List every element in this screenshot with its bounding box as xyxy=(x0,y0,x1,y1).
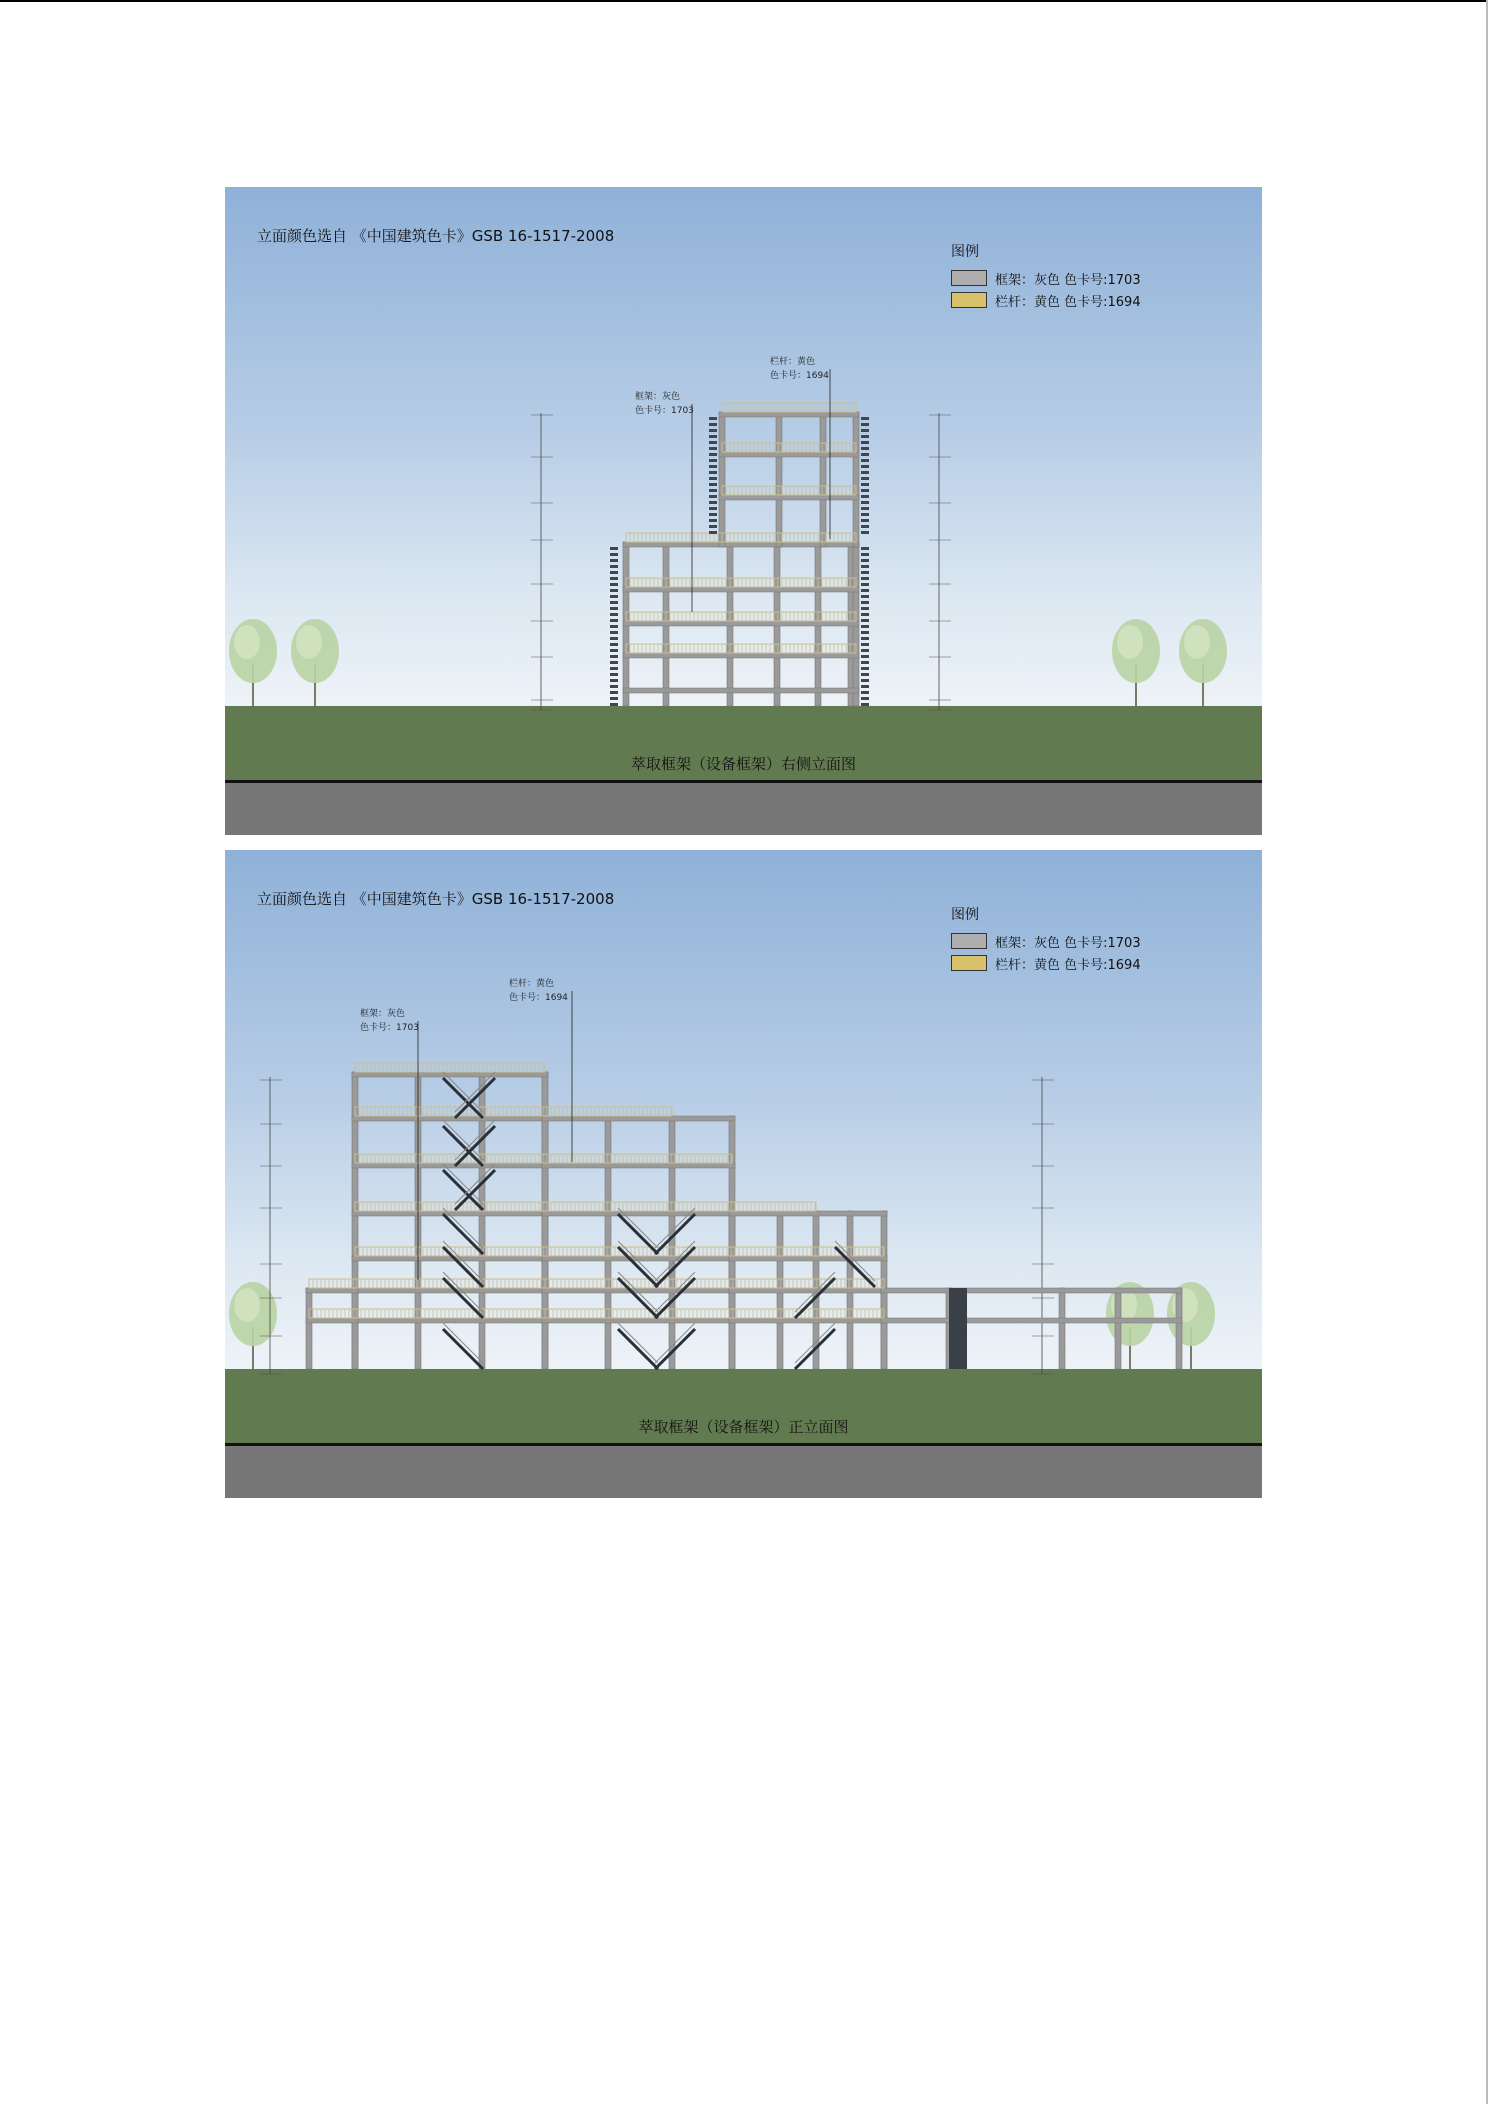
callout-railing xyxy=(509,977,568,1005)
railing-guard xyxy=(309,1279,884,1288)
frame-beam xyxy=(352,1116,548,1121)
frame-color-swatch xyxy=(951,270,987,286)
callout-frame xyxy=(635,390,694,418)
ladder-rung xyxy=(861,441,869,444)
ladder-rung xyxy=(861,697,869,700)
frame-beam xyxy=(542,1211,735,1216)
ladder-rung xyxy=(709,525,717,528)
ladder-rung xyxy=(610,637,618,640)
road-edge-line xyxy=(225,1443,1262,1446)
ladder-rung xyxy=(861,465,869,468)
ladder-rung xyxy=(709,483,717,486)
callout-line: 栏杆：黄色 xyxy=(509,979,555,989)
frame-column xyxy=(1176,1288,1182,1369)
frame-column xyxy=(1115,1288,1121,1369)
ladder-rung xyxy=(861,483,869,486)
ladder-rung xyxy=(610,565,618,568)
callout-frame xyxy=(360,1007,419,1035)
legend-item-label: 栏杆：黄色 色卡号:1694 xyxy=(995,957,1141,973)
stair-handrail xyxy=(455,1164,495,1204)
ladder-rung xyxy=(861,471,869,474)
ladder-rung xyxy=(861,519,869,522)
ladder-rung xyxy=(861,553,869,556)
ladder-rung xyxy=(709,429,717,432)
elevation-panel-front xyxy=(225,850,1262,1498)
ladder-rung xyxy=(610,583,618,586)
road-edge-line xyxy=(225,780,1262,783)
ladder-rung xyxy=(861,417,869,420)
page-top-border xyxy=(0,0,1488,2)
legend-title: 图例 xyxy=(951,244,979,260)
callout-line: 色卡号：1703 xyxy=(360,1023,419,1033)
railing-guard xyxy=(355,1063,545,1072)
elevation-panel-right-side xyxy=(225,187,1262,835)
railing-guard xyxy=(626,578,856,587)
ladder-rung xyxy=(861,565,869,568)
frame-column xyxy=(306,1288,312,1369)
legend-item-railing xyxy=(951,289,1141,311)
ladder-rung xyxy=(861,435,869,438)
ladder-rung xyxy=(861,531,869,534)
legend xyxy=(951,241,1141,311)
frame-beam xyxy=(623,621,859,626)
ladder-rung xyxy=(861,423,869,426)
frame-column xyxy=(719,412,725,547)
railing-color-swatch xyxy=(951,292,987,308)
stair-flight xyxy=(618,1329,658,1369)
frame-beam xyxy=(542,1116,735,1121)
dark-steel-column xyxy=(949,1288,967,1369)
frame-beam xyxy=(352,1288,548,1293)
ladder-rung xyxy=(861,513,869,516)
ladder-rung xyxy=(610,655,618,658)
ladder-rung xyxy=(709,489,717,492)
ladder-rung xyxy=(709,513,717,516)
frame-beam xyxy=(306,1288,358,1293)
frame-beam xyxy=(729,1256,887,1261)
legend-title: 图例 xyxy=(951,907,979,923)
frame-beam xyxy=(719,452,859,457)
frame-beam xyxy=(729,1288,887,1293)
ladder-rung xyxy=(861,625,869,628)
ladder-rung xyxy=(861,667,869,670)
ladder-rung xyxy=(861,619,869,622)
ladder-rung xyxy=(610,667,618,670)
tree-canopy-highlight xyxy=(1117,625,1143,659)
ladder-rung xyxy=(709,501,717,504)
frame-column xyxy=(881,1288,887,1369)
ladder-rung xyxy=(709,423,717,426)
frame-beam xyxy=(306,1318,358,1323)
ladder-rung xyxy=(861,453,869,456)
stair-handrail xyxy=(455,1072,495,1112)
ladder-rung xyxy=(610,631,618,634)
railing-guard xyxy=(626,612,856,621)
callout-line: 色卡号：1694 xyxy=(770,371,829,381)
panel-title: 立面颜色选自 《中国建筑色卡》GSB 16-1517-2008 xyxy=(257,890,615,908)
stair-handrail xyxy=(443,1323,483,1363)
road-strip xyxy=(225,1446,1262,1498)
frame-beam xyxy=(623,653,859,658)
ladder-rung xyxy=(861,673,869,676)
frame-color-swatch xyxy=(951,933,987,949)
ladder-rung xyxy=(861,631,869,634)
railing-guard xyxy=(355,1107,672,1116)
frame-beam xyxy=(542,1163,735,1168)
legend-item-label: 栏杆：黄色 色卡号:1694 xyxy=(995,294,1141,310)
frame-beam xyxy=(881,1318,1182,1323)
panel-title: 立面颜色选自 《中国建筑色卡》GSB 16-1517-2008 xyxy=(257,227,615,245)
ladder-rung xyxy=(610,607,618,610)
ladder-rung xyxy=(709,519,717,522)
ladder-rung xyxy=(610,619,618,622)
ladder-rung xyxy=(610,589,618,592)
callout-line: 栏杆：黄色 xyxy=(770,357,816,367)
frame-beam xyxy=(881,1288,1182,1293)
ladder-rung xyxy=(709,465,717,468)
ladder-rung xyxy=(861,655,869,658)
ladder-rung xyxy=(861,459,869,462)
ladder-rung xyxy=(861,507,869,510)
ladder-rung xyxy=(709,459,717,462)
ladder-rung xyxy=(610,685,618,688)
legend xyxy=(951,904,1141,974)
legend-item-railing xyxy=(951,952,1141,974)
tree-canopy-highlight xyxy=(234,1288,260,1322)
tree-canopy-highlight xyxy=(1184,625,1210,659)
frame-beam xyxy=(623,688,859,693)
callout-line: 框架：灰色 xyxy=(360,1009,406,1019)
ladder-rung xyxy=(861,559,869,562)
callout-line: 框架：灰色 xyxy=(635,392,681,402)
ladder-rung xyxy=(709,441,717,444)
stair-handrail xyxy=(443,1072,483,1112)
ladder-rung xyxy=(709,447,717,450)
ladder-rung xyxy=(709,477,717,480)
ladder-rung xyxy=(861,691,869,694)
ladder-rung xyxy=(610,703,618,706)
ladder-rung xyxy=(861,679,869,682)
drawing-caption: 萃取框架（设备框架）右侧立面图 xyxy=(630,755,856,773)
frame-beam xyxy=(352,1072,548,1077)
frame-column xyxy=(820,412,826,547)
ladder-rung xyxy=(610,625,618,628)
ladder-rung xyxy=(709,417,717,420)
callout-line: 色卡号：1703 xyxy=(635,406,694,416)
ladder-rung xyxy=(610,613,618,616)
frame-beam xyxy=(352,1318,548,1323)
legend-item-frame xyxy=(951,267,1141,289)
ladder-rung xyxy=(610,601,618,604)
ladder-rung xyxy=(610,553,618,556)
legend-item-label: 框架：灰色 色卡号:1703 xyxy=(995,935,1141,951)
ladder-rung xyxy=(861,547,869,550)
ladder-rung xyxy=(861,501,869,504)
frame-beam xyxy=(352,1163,548,1168)
ladder-rung xyxy=(610,547,618,550)
ladder-rung xyxy=(861,447,869,450)
ladder-rung xyxy=(861,571,869,574)
stair-handrail xyxy=(618,1323,658,1363)
ladder-rung xyxy=(610,559,618,562)
callout-railing xyxy=(770,355,829,383)
ladder-rung xyxy=(861,583,869,586)
ladder-rung xyxy=(861,595,869,598)
frame-column xyxy=(853,412,859,547)
stair-flight xyxy=(618,1214,658,1254)
ladder-rung xyxy=(861,685,869,688)
legend-item-frame xyxy=(951,930,1141,952)
tree-canopy-highlight xyxy=(296,625,322,659)
ladder-rung xyxy=(610,649,618,652)
ladder-rung xyxy=(709,435,717,438)
ladder-rung xyxy=(610,691,618,694)
ladder-rung xyxy=(861,601,869,604)
ladder-rung xyxy=(610,571,618,574)
frame-beam xyxy=(719,495,859,500)
ladder-rung xyxy=(709,495,717,498)
frame-beam xyxy=(542,1256,735,1261)
frame-beam xyxy=(719,412,859,417)
ladder-rung xyxy=(709,531,717,534)
ladder-rung xyxy=(610,679,618,682)
frame-beam xyxy=(729,1318,887,1323)
stair-handrail xyxy=(443,1164,483,1204)
callout-line: 色卡号：1694 xyxy=(509,993,568,1003)
ladder-rung xyxy=(861,525,869,528)
stair-flight xyxy=(618,1278,658,1318)
ladder-rung xyxy=(610,643,618,646)
ladder-rung xyxy=(610,577,618,580)
ladder-rung xyxy=(861,577,869,580)
ladder-rung xyxy=(861,613,869,616)
ladder-rung xyxy=(610,697,618,700)
railing-guard xyxy=(626,644,856,653)
stair-flight xyxy=(443,1329,483,1369)
ladder-rung xyxy=(709,453,717,456)
ladder-rung xyxy=(610,595,618,598)
frame-column xyxy=(776,412,782,547)
ladder-rung xyxy=(861,703,869,706)
ladder-rung xyxy=(709,507,717,510)
frame-beam xyxy=(352,1256,548,1261)
ladder-rung xyxy=(861,607,869,610)
railing-color-swatch xyxy=(951,955,987,971)
frame-beam xyxy=(729,1211,887,1216)
legend-item-label: 框架：灰色 色卡号:1703 xyxy=(995,272,1141,288)
ladder-rung xyxy=(610,673,618,676)
stair-flight xyxy=(618,1247,658,1287)
frame-column xyxy=(1059,1288,1065,1369)
ladder-rung xyxy=(861,637,869,640)
ladder-rung xyxy=(861,643,869,646)
frame-column xyxy=(352,1288,358,1369)
frame-beam xyxy=(623,587,859,592)
ladder-rung xyxy=(861,495,869,498)
ladder-rung xyxy=(861,661,869,664)
road-strip xyxy=(225,783,1262,835)
ladder-rung xyxy=(610,661,618,664)
drawing-caption: 萃取框架（设备框架）正立面图 xyxy=(638,1418,849,1436)
ladder-rung xyxy=(861,649,869,652)
ladder-rung xyxy=(861,429,869,432)
ladder-rung xyxy=(861,589,869,592)
tree-canopy-highlight xyxy=(234,625,260,659)
ladder-rung xyxy=(861,477,869,480)
ladder-rung xyxy=(861,489,869,492)
ladder-rung xyxy=(709,471,717,474)
frame-beam xyxy=(542,1318,735,1323)
